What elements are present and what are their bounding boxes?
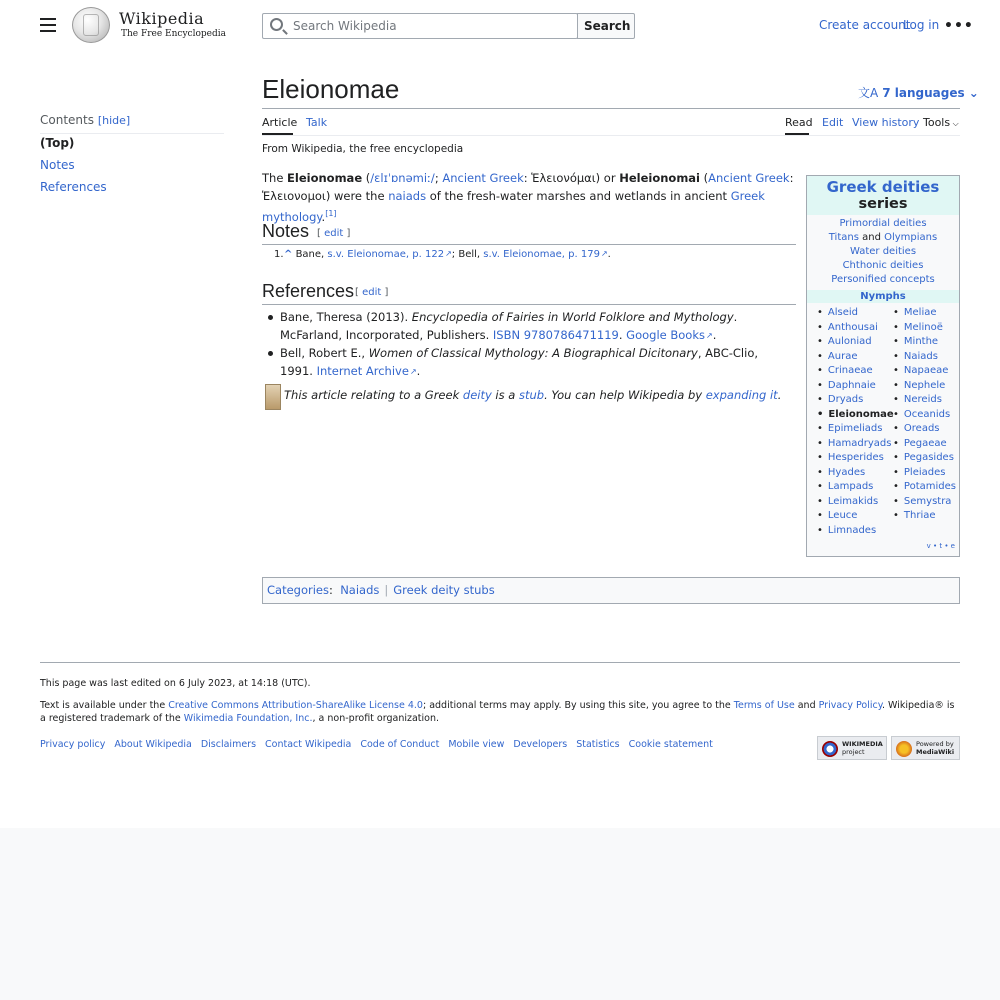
category-naiads[interactable]: Naiads (340, 583, 380, 597)
footer-link[interactable]: About Wikipedia (114, 739, 192, 750)
ref-text: . (416, 364, 421, 378)
nymph-link[interactable]: Napaeae (903, 365, 949, 376)
nymph-link[interactable]: Pegasides (903, 452, 954, 463)
lead-paragraph (262, 169, 798, 226)
toc-title: Contents (40, 113, 94, 127)
search-box (262, 13, 578, 39)
site-subtitle: From Wikipedia, the free encyclopedia (262, 143, 464, 155)
nymph-list-item[interactable] (817, 350, 894, 365)
naiads-link[interactable]: naiads (388, 189, 427, 203)
nymph-list-item[interactable] (893, 451, 956, 466)
license-part: , a non-profit organization. (312, 713, 440, 724)
nymph-list-item[interactable] (817, 509, 894, 524)
tab-view-history[interactable]: View history (852, 116, 920, 129)
nymph-list-right (893, 306, 956, 524)
last-edited: This page was last edited on 6 July 2023, at 14:18 (UTC). (40, 678, 311, 689)
nymph-list-item[interactable] (893, 480, 956, 495)
categories-bar (262, 577, 960, 604)
notes-edit-link[interactable]: edit (324, 228, 344, 239)
license-text (40, 699, 960, 725)
category-greek-deity-stubs[interactable]: Greek deity stubs (393, 583, 495, 597)
page-title: Eleionomae (262, 74, 400, 104)
footer-link[interactable]: Code of Conduct (360, 739, 440, 750)
nymph-link[interactable]: Crinaeae (827, 365, 873, 376)
internet-archive-link[interactable]: Internet Archive ↗ (317, 364, 417, 378)
footer-link[interactable]: Privacy policy (40, 739, 106, 750)
references-heading: References (262, 281, 355, 301)
nymph-list-item[interactable] (817, 335, 894, 350)
lead-text: ; (434, 171, 443, 185)
navbox-title (807, 176, 959, 215)
wikimedia-foundation-link[interactable]: Wikimedia Foundation, Inc. (183, 713, 313, 724)
tab-read[interactable]: Read (785, 116, 813, 129)
nymph-link[interactable]: Auloniad (827, 336, 872, 347)
nymph-list-item[interactable] (893, 350, 956, 365)
ref-text: . (618, 328, 627, 342)
primordial-deities-link[interactable]: Primordial deities (839, 218, 927, 229)
badge-text: MediaWiki (916, 748, 955, 756)
wikimedia-project-badge[interactable] (817, 736, 887, 760)
nymph-link[interactable]: Pleiades (903, 466, 946, 478)
nymph-list-item[interactable] (817, 437, 894, 452)
ref-title: Encyclopedia of Fairies in World Folklore and Mythology (411, 310, 734, 324)
footer-link[interactable]: Disclaimers (200, 739, 257, 750)
toc-item-references[interactable]: References (40, 180, 107, 194)
nymph-list-item[interactable] (893, 379, 956, 394)
note-item (284, 249, 611, 260)
nymph-list-item[interactable] (817, 393, 894, 408)
nymph-list-item[interactable] (893, 408, 956, 423)
search-button[interactable]: Search (577, 13, 635, 39)
toc-heading (40, 113, 130, 127)
ref-title: Women of Classical Mythology: A Biographical Dicitonary (368, 346, 698, 360)
navbox-and: and (858, 232, 885, 243)
tab-edit[interactable]: Edit (822, 116, 844, 129)
footer-link[interactable]: Mobile view (448, 739, 505, 750)
search-input[interactable] (291, 17, 571, 35)
ancient-greek-link[interactable]: Ancient Greek (708, 171, 790, 185)
powered-by-mediawiki-badge[interactable] (891, 736, 960, 760)
language-icon: 文A (858, 86, 879, 100)
greek-mythology-link[interactable]: Greek mythology (262, 189, 765, 224)
note-link-bell[interactable]: s.v. Eleionomae, p. 179 ↗ (483, 249, 607, 260)
footer-link[interactable]: Contact Wikipedia (265, 739, 352, 750)
license-part: and (794, 700, 819, 711)
nymph-link[interactable]: Minthe (903, 336, 939, 347)
references-edit-link[interactable]: edit (362, 287, 382, 298)
lead-text: : Ἑλειονομοι) were the (262, 171, 794, 203)
nymph-list-item[interactable] (893, 393, 956, 408)
nymph-link[interactable]: Thriae (903, 510, 936, 521)
lead-text: ( (362, 171, 371, 185)
privacy-policy-link[interactable]: Privacy Policy (818, 700, 883, 711)
ancient-greek-link[interactable]: Ancient Greek (442, 171, 524, 185)
language-count: 7 languages (882, 86, 965, 100)
stub-text: This article relating to a Greek (284, 388, 463, 402)
nymph-list-item[interactable] (817, 466, 894, 481)
olympians-link[interactable]: Olympians (884, 232, 938, 243)
navbox-subtitle: series (858, 196, 908, 212)
google-books-link[interactable]: Google Books ↗ (626, 328, 713, 342)
tabs-divider (262, 135, 960, 136)
more-options-icon[interactable]: ••• (944, 18, 974, 34)
navbox-groups (807, 215, 959, 287)
create-account-link[interactable]: Create account (819, 18, 911, 32)
nymphs-header[interactable]: Nymphs (807, 290, 959, 303)
lead-text: : Ἑλειονόμαι) or (523, 171, 620, 185)
nymph-link[interactable]: Leuce (827, 510, 858, 521)
nymph-link[interactable]: Melinoë (903, 321, 943, 333)
nymph-list-left (817, 306, 894, 538)
deity-link[interactable]: deity (462, 388, 492, 402)
nymph-link[interactable]: Nereids (903, 394, 942, 405)
note-text: ; Bell, (451, 249, 484, 260)
lead-text: The (262, 171, 288, 185)
stub-link[interactable]: stub (518, 388, 545, 402)
wikipedia-wordmark[interactable]: Wikipedia (119, 9, 205, 28)
nymph-list-item[interactable] (893, 437, 956, 452)
nymph-link[interactable]: Meliae (903, 307, 937, 318)
lead-text: ( (700, 171, 709, 185)
ipa-link[interactable]: /ɛlɪˈɒnəmiː/ (370, 171, 435, 185)
ref-text: Bane, Theresa (2013). (280, 310, 412, 324)
license-part: . Wikipedia® is a registered trademark of the (40, 700, 955, 724)
note-text: Bane, (292, 249, 328, 260)
wikipedia-tagline: The Free Encyclopedia (121, 29, 226, 39)
notes-divider (262, 244, 796, 245)
toc-hide-button[interactable]: [hide] (97, 114, 131, 127)
nymph-link[interactable]: Limnades (827, 524, 877, 536)
nymph-link[interactable]: Potamides (903, 481, 956, 492)
lead-text: . (321, 209, 326, 224)
nymph-link[interactable]: Alseid (827, 307, 859, 318)
stub-text: . (777, 388, 782, 402)
personified-concepts-link[interactable]: Personified concepts (831, 274, 935, 285)
badge-text: Powered by (916, 740, 954, 748)
notes-edit-section: [ edit ] (317, 228, 351, 239)
note-backlink[interactable]: ^ (284, 249, 293, 260)
chevron-down-icon: ⌄ (964, 86, 979, 100)
nymph-list-item[interactable] (893, 466, 956, 481)
wikipedia-globe-logo[interactable] (72, 7, 110, 43)
notes-heading: Notes (262, 221, 310, 241)
nymph-link[interactable]: Hyades (827, 466, 866, 478)
stub-thumbnail[interactable] (265, 384, 281, 410)
references-divider (262, 304, 796, 305)
nymph-list-item[interactable] (817, 495, 894, 510)
navbox-title-link[interactable]: Greek deities (826, 178, 940, 196)
mediawiki-logo-icon (896, 741, 912, 757)
log-in-link[interactable]: Log in (903, 18, 940, 32)
nymph-link[interactable]: Pegaeae (903, 437, 947, 449)
reference-item (280, 344, 790, 381)
ref-text: Bell, Robert E., (280, 346, 369, 360)
terms-of-use-link[interactable]: Terms of Use (733, 700, 795, 711)
categories-link[interactable]: Categories (267, 583, 329, 597)
nymph-link[interactable]: Naiads (903, 350, 938, 362)
footer-link[interactable]: Developers (513, 739, 568, 750)
navbox-vte-links[interactable]: v • t • e (926, 542, 955, 550)
wikimedia-logo-icon (822, 741, 838, 757)
chthonic-deities-link[interactable]: Chthonic deities (842, 260, 924, 271)
nymph-list-item[interactable] (817, 321, 894, 336)
references-edit-section: [ edit ] (355, 287, 389, 298)
isbn-link[interactable]: ISBN 9780786471119 (492, 328, 619, 342)
stub-text: . You can help Wikipedia by (544, 388, 706, 402)
expand-link[interactable]: expanding it (705, 388, 778, 402)
nymph-link[interactable]: Dryads (827, 394, 864, 405)
categories-colon: : (329, 583, 333, 597)
footer-link[interactable]: Cookie statement (628, 739, 713, 750)
nymph-list-item[interactable] (817, 480, 894, 495)
nymph-list-item[interactable] (817, 379, 894, 394)
nymph-link[interactable]: Epimeliads (827, 423, 883, 434)
nymph-link[interactable]: Hesperides (827, 452, 884, 463)
ref-text: , ABC-Clio, 1991. (280, 346, 759, 378)
nymph-list-item[interactable] (817, 451, 894, 466)
toc-item-notes[interactable]: Notes (40, 158, 75, 172)
nymph-list-item[interactable] (893, 321, 956, 336)
water-deities-link[interactable]: Water deities (849, 246, 917, 257)
main-menu-icon[interactable] (40, 18, 56, 32)
nymph-list-item: • Eleionomae (817, 408, 894, 423)
citation-link[interactable]: [1] (325, 209, 337, 218)
nymph-list-item[interactable] (893, 509, 956, 524)
reference-item (280, 308, 790, 345)
toc-item-top[interactable]: (Top) (40, 136, 75, 150)
tab-article[interactable]: Article (262, 116, 298, 129)
footer-divider (40, 662, 960, 663)
license-part: Text is available under the (40, 700, 169, 711)
stub-notice (284, 388, 781, 402)
nymph-link[interactable]: Semystra (903, 495, 952, 507)
titans-link[interactable]: Titans (828, 232, 859, 243)
nymph-link[interactable]: Anthousai (827, 321, 878, 333)
list-bullet (268, 315, 273, 320)
nymph-list-item[interactable] (893, 306, 956, 321)
nymph-link[interactable]: Hamadryads (827, 437, 892, 449)
nymph-list-item[interactable] (817, 306, 894, 321)
nymph-link[interactable]: Oceanids (903, 408, 951, 420)
note-number: 1. (274, 249, 284, 260)
nymph-link[interactable]: Daphnaie (827, 379, 876, 391)
lead-alt-name: Heleionomai (619, 171, 700, 185)
nymph-link[interactable]: Aurae (827, 350, 858, 362)
nymph-list-item[interactable] (893, 335, 956, 350)
ref-text: . McFarland, Incorporated, Publishers. (280, 310, 738, 342)
footer-link[interactable]: Statistics (576, 739, 620, 750)
tab-talk[interactable]: Talk (306, 116, 328, 129)
badge-text: project (842, 748, 865, 756)
note-link-bane[interactable]: s.v. Eleionomae, p. 122 ↗ (327, 249, 451, 260)
title-divider (262, 108, 960, 109)
nymph-list-item[interactable] (893, 364, 956, 379)
nymph-link[interactable]: Leimakids (827, 495, 879, 507)
cc-license-link[interactable]: Creative Commons Attribution-ShareAlike License 4.0 (168, 700, 423, 711)
nymph-list-item[interactable] (893, 422, 956, 437)
nymph-link[interactable]: Lampads (827, 481, 874, 492)
nymph-link[interactable]: Oreads (903, 423, 940, 434)
ref-text: . (712, 328, 717, 342)
greek-deities-navbox (806, 175, 960, 557)
nymph-list-item[interactable] (817, 364, 894, 379)
lead-name: Eleionomae (287, 171, 363, 185)
search-icon (270, 18, 283, 31)
lead-text: of the fresh-water marshes and wetlands in ancient (426, 189, 731, 203)
nymph-list-item[interactable] (817, 422, 894, 437)
nymph-link[interactable]: Nephele (903, 379, 946, 391)
list-bullet (268, 351, 273, 356)
nymph-list-item[interactable] (817, 524, 894, 539)
tools-dropdown[interactable]: Tools ⌵ (923, 116, 959, 129)
badge-text: WIKIMEDIA (842, 740, 883, 748)
language-button[interactable] (858, 84, 979, 101)
nymph-list-item[interactable] (893, 495, 956, 510)
category-separator: | (384, 583, 389, 597)
license-part: ; additional terms may apply. By using this site, you agree to the (422, 700, 734, 711)
note-text: . (607, 249, 611, 260)
toc-divider (40, 133, 224, 134)
stub-text: is a (491, 388, 519, 402)
